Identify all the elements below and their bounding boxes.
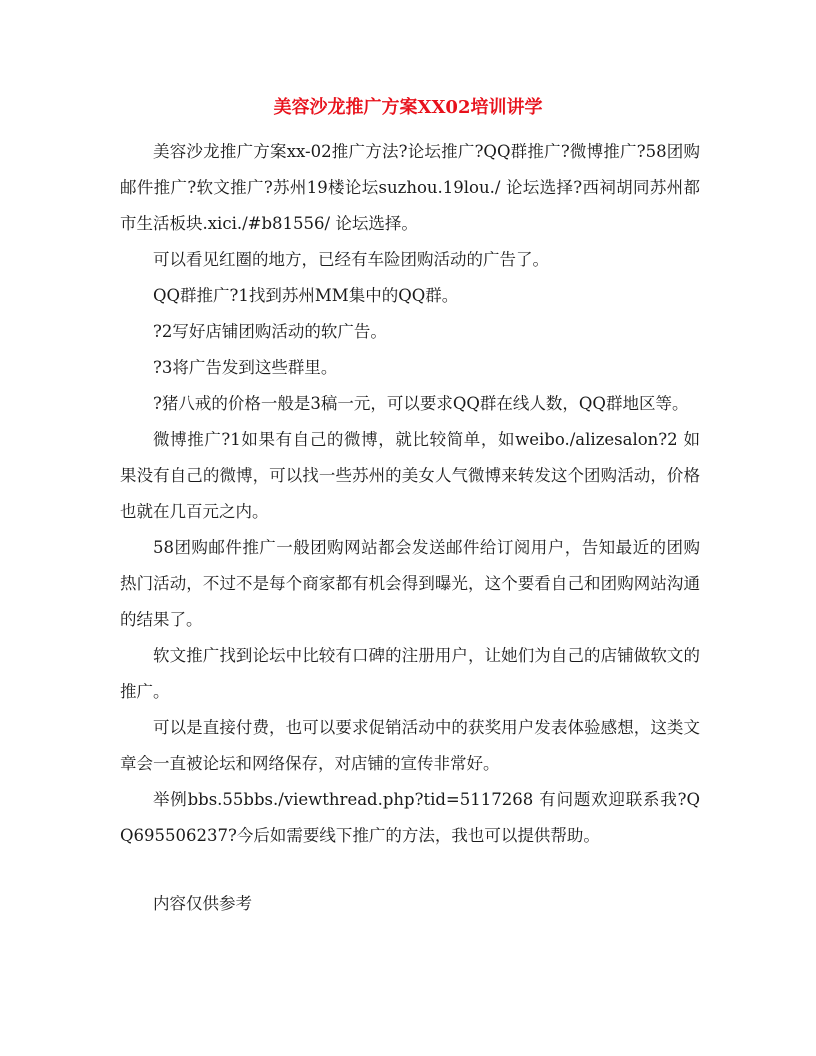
document-title: 美容沙龙推广方案XX02培训讲学	[273, 97, 543, 118]
paragraph-9: 软文推广找到论坛中比较有口碑的注册用户，让她们为自己的店铺做软文的推广。	[120, 646, 700, 701]
paragraph-5: ?3将广告发到这些群里。	[153, 358, 338, 377]
paragraph-6: ?猪八戒的价格一般是3稿一元，可以要求QQ群在线人数，QQ群地区等。	[153, 394, 689, 413]
paragraph-11: 举例bbs.55bbs./viewthread.php?tid=5117268 有问题欢迎联系我?QQ695506237?今后如需要线下推广的方法，我也可以提供帮助。	[120, 790, 700, 845]
paragraph-10: 可以是直接付费，也可以要求促销活动中的获奖用户发表体验感想，这类文章会一直被论坛和网络保存，对店铺的宣传非常好。	[120, 718, 700, 773]
document-body	[120, 134, 700, 922]
footer-note: 内容仅供参考	[153, 894, 252, 913]
paragraph-1: 美容沙龙推广方案xx-02推广方法?论坛推广?QQ群推广?微博推广?58团购邮件推广?软文推广?苏州19楼论坛suzhou.19lou./ 论坛选择?西祠胡同苏州都市生活板块.xici./#b81556/ 论坛选择。	[120, 142, 700, 233]
paragraph-3: QQ群推广?1找到苏州MM集中的QQ群。	[153, 286, 459, 305]
paragraph-8: 58团购邮件推广一般团购网站都会发送邮件给订阅用户，告知最近的团购热门活动，不过不是每个商家都有机会得到曝光，这个要看自己和团购网站沟通的结果了。	[120, 538, 700, 629]
paragraph-4: ?2写好店铺团购活动的软广告。	[153, 322, 387, 341]
paragraph-2: 可以看见红圈的地方，已经有车险团购活动的广告了。	[153, 250, 549, 269]
paragraph-7: 微博推广?1如果有自己的微博，就比较简单，如weibo./alizesalon?2 如果没有自己的微博，可以找一些苏州的美女人气微博来转发这个团购活动，价格也就在几百元之内。	[120, 430, 700, 521]
